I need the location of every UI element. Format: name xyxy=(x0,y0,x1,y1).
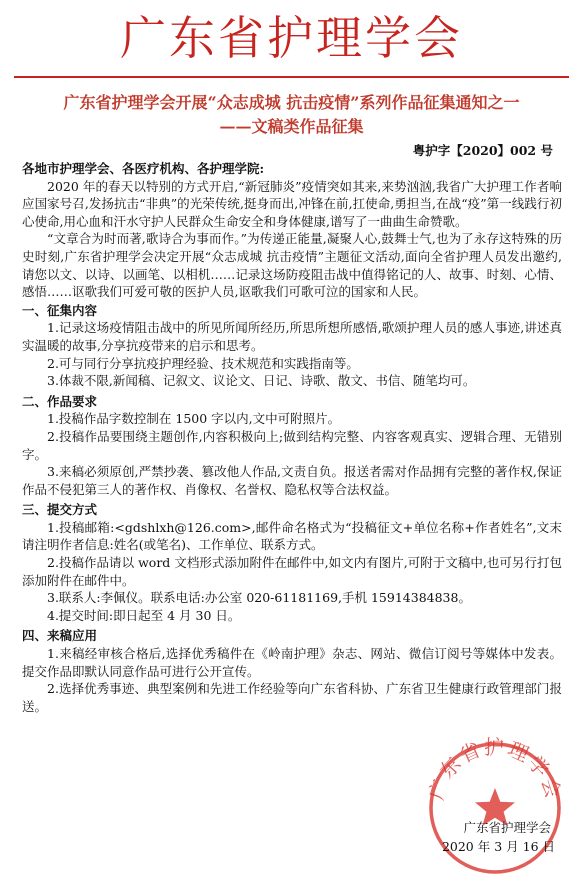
signature-org: 广东省护理学会 xyxy=(463,820,551,835)
notice-subtitle: ——文稿类作品征集 xyxy=(219,117,364,136)
section-heading: 三、提交方式 xyxy=(22,502,98,518)
list-item: 1.投稿作品字数控制在 1500 字以内,文中可附照片。 xyxy=(47,411,341,427)
signature-date: 2020 年 3 月 16 日 xyxy=(441,839,555,854)
list-item: 1.投稿邮箱:<gdshlxh@126.com>,邮件命名格式为“投稿征文+单位名称+作者姓名”,文末请注明作者信息:姓名(或笔名)、工作单位、联系方式。 xyxy=(22,519,562,553)
document-number: 粤护字【2020】002 号 xyxy=(412,143,553,158)
intro-paragraph: “文章合为时而著,歌诗合为事而作。”为传递正能量,凝聚人心,鼓舞士气,也为了永存这特殊的历史时刻,广东省护理学会决定开展“众志成城 抗击疫情”主题征文活动,面向全省护理人员发出邀约,请您以文、以诗、以画笔、以相机……记录这场防疫阻击战中值得铭记的人、故事、时刻、心情、感悟……讴歌我们可爱可敬的医护人员,讴歌我们可歌可泣的国家和人民。 xyxy=(22,231,562,300)
list-item: 3.联系人:李佩仪。联系电话:办公室 020-61181169,手机 15914384838。 xyxy=(47,590,471,606)
list-item: 2.投稿作品要围绕主题创作,内容积极向上;做到结构完整、内容客观真实、逻辑合理、无错别字。 xyxy=(22,428,562,462)
list-item: 1.来稿经审核合格后,选择优秀稿件在《岭南护理》杂志、网站、微信订阅号等媒体中发表。提交作品即默认同意作品可进行公开宣传。 xyxy=(22,646,562,679)
list-item: 3.体裁不限,新闻稿、记叙文、议论文、日记、诗歌、散文、书信、随笔均可。 xyxy=(47,373,476,389)
letterhead-rule xyxy=(14,76,569,78)
official-seal-icon xyxy=(420,730,570,880)
notice-title: 广东省护理学会开展“众志成城 抗击疫情”系列作品征集通知之一 xyxy=(63,93,520,112)
list-item: 2.选择优秀事迹、典型案例和先进工作经验等向广东省科协、广东省卫生健康行政管理部门报送。 xyxy=(22,681,562,714)
section-heading: 二、作品要求 xyxy=(22,393,98,409)
list-item: 3.来稿必须原创,严禁抄袭、篡改他人作品,文责自负。报送者需对作品拥有完整的著作权,保证作品不侵犯第三人的著作权、肖像权、名誉权、隐私权等合法权益。 xyxy=(22,464,562,497)
salutation: 各地市护理学会、各医疗机构、各护理学院: xyxy=(22,161,265,176)
notice-body xyxy=(22,160,562,715)
list-item: 2.投稿作品请以 word 文档形式添加附件在邮件中,如文内有图片,可附于文稿中,也可另行打包添加附件在邮件中。 xyxy=(22,555,562,588)
list-item: 1.记录这场疫情阻击战中的所见所闻所经历,所思所想所感悟,歌颂护理人员的感人事迹,讲述真实温暖的故事,分享抗疫带来的启示和思考。 xyxy=(22,320,562,353)
section-heading: 一、征集内容 xyxy=(22,302,98,318)
list-item: 4.提交时间:即日起至 4 月 30 日。 xyxy=(47,607,241,623)
list-item: 2.可与同行分享抗疫护理经验、技术规范和实践指南等。 xyxy=(47,355,359,371)
intro-paragraph: 2020 年的春天以特别的方式开启,“新冠肺炎”疫情突如其来,来势汹汹,我省广大护理工作者响应国家号召,发扬抗击“非典”的光荣传统,挺身而出,冲锋在前,扛使命,勇担当,在战“疫”第一线践行初心使命,用心血和汗水守护人民群众生命安全和身体健康,谱写了一曲曲生命赞歌。 xyxy=(22,178,562,229)
section-heading: 四、来稿应用 xyxy=(22,628,98,644)
svg-text:广东省护理学会: 广东省护理学会 xyxy=(423,734,567,803)
letterhead: 广东省护理学会 xyxy=(120,11,463,65)
